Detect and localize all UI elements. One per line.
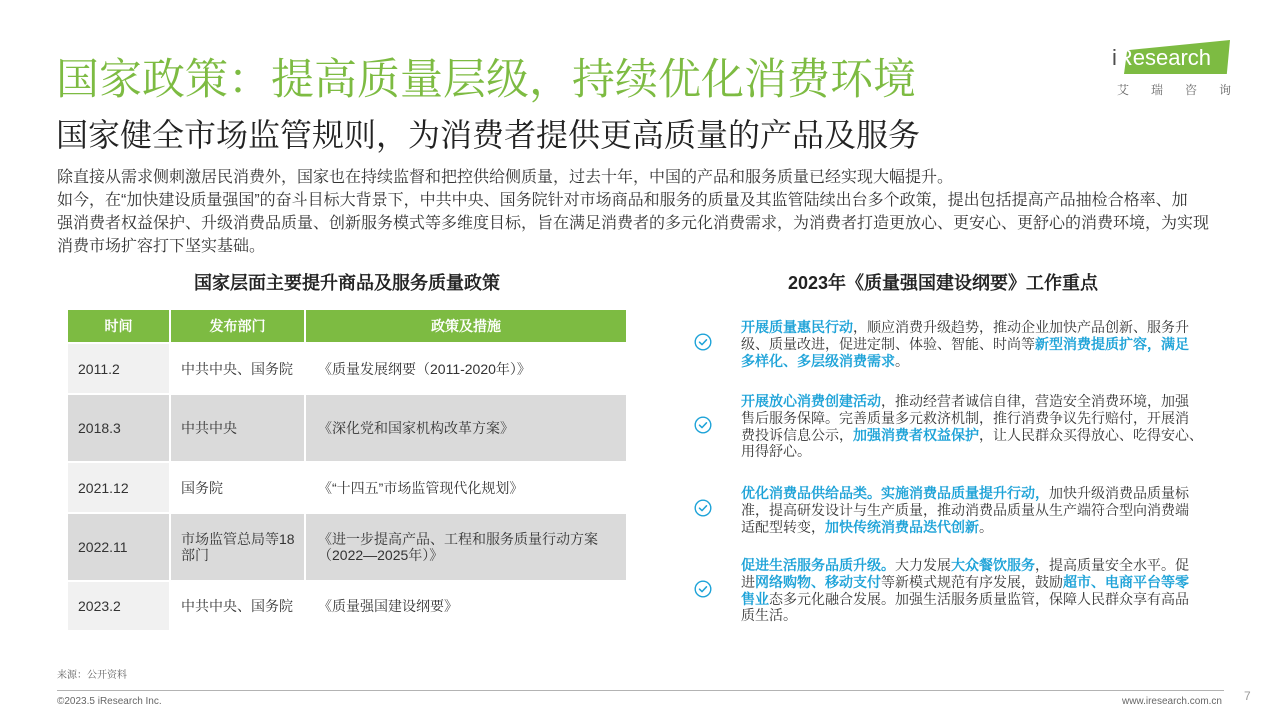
copyright-text: ©2023.5 iResearch Inc.	[57, 696, 162, 707]
policy-time-cell: 2022.11	[68, 514, 169, 580]
focus-text-line	[741, 607, 1210, 624]
highlight-text: 优化消费品供给品类。实施消费品质量提升行动，	[741, 485, 1049, 501]
focus-text-line	[741, 393, 1210, 410]
policy-department-cell: 中共中央	[171, 395, 304, 461]
policy-department-cell: 市场监管总局等18部门	[171, 514, 304, 580]
column-header-department: 发布部门	[171, 310, 304, 342]
intro-line: 强消费者权益保护、升级消费品质量、创新服务模式等多维度目标，旨在满足消费者的多元化消费需求，为消费者打造更放心、更安心、更舒心的消费环境，为实现	[57, 215, 1210, 232]
highlight-text: 新型消费提质扩容，满足	[1035, 335, 1189, 352]
policy-name-cell: 《质量发展纲要（2011-2020年）》	[306, 344, 626, 393]
focus-list-heading: 2023年《质量强国建设纲要》工作重点	[787, 273, 1099, 293]
body-text: 质生活。	[741, 607, 797, 624]
policy-name-cell: 《进一步提高产品、工程和服务质量行动方案（2022—2025年）》	[306, 514, 626, 580]
focus-text-line	[741, 591, 1210, 608]
focus-text-line	[741, 353, 1210, 370]
body-text: 准，提高研发设计与生产质量，推动消费品质量从生产端符合型向消费端	[741, 501, 1189, 518]
focus-text-line	[741, 485, 1210, 502]
check-circle-icon	[694, 333, 712, 351]
highlight-text: 加强消费者权益保护	[853, 426, 979, 443]
focus-item	[690, 557, 1210, 624]
policy-table-heading: 国家层面主要提升商品及服务质量政策	[194, 273, 500, 293]
body-text: 费投诉信息公示，	[741, 426, 853, 443]
focus-text-line	[741, 336, 1210, 353]
body-text: 态多元化融合发展。加强生活服务质量监管，保障人民群众享有高品	[769, 590, 1189, 607]
policy-department-cell: 中共中央、国务院	[171, 344, 304, 393]
focus-item	[690, 393, 1210, 460]
body-text: 。	[895, 352, 909, 369]
focus-text-line	[741, 443, 1210, 460]
body-text: ，提高质量安全水平。促	[1035, 557, 1189, 573]
policy-table-header-row	[68, 310, 626, 342]
check-circle-icon	[694, 416, 712, 434]
highlight-text: 开展放心消费创建活动	[741, 393, 881, 409]
highlight-text: 促进生活服务品质升级。	[741, 557, 895, 573]
page-title: 国家政策：提高质量层级，持续优化消费环境	[56, 56, 916, 104]
focus-item	[690, 485, 1210, 535]
column-header-policy: 政策及措施	[306, 310, 626, 342]
policy-table-row	[68, 344, 626, 393]
body-text: ，顺应消费升级趋势，推动企业加快产品创新、服务升	[853, 319, 1189, 335]
policy-time-cell: 2023.2	[68, 582, 169, 630]
body-text: ，推动经营者诚信自律，营造安全消费环境，加强	[881, 393, 1189, 409]
website-text: www.iresearch.com.cn	[1121, 696, 1222, 707]
body-text: 级、质量改进，促进定制、体验、智能、时尚等	[741, 335, 1035, 352]
policy-department-cell: 中共中央、国务院	[171, 582, 304, 630]
body-text: 加快升级消费品质量标	[1049, 485, 1189, 501]
focus-item-text	[741, 557, 1210, 624]
body-text: 售后服务保障。完善质量多元救济机制，推行消费争议先行赔付，开展消	[741, 409, 1189, 426]
policy-time-cell: 2011.2	[68, 344, 169, 393]
source-note: 来源：公开资料	[57, 670, 127, 681]
intro-line: 如今，在“加快建设质量强国”的奋斗目标大背景下，中共中央、国务院针对市场商品和服务的质量及其监管陆续出台多个政策，提出包括提高产品抽检合格率、加	[57, 192, 1188, 209]
body-text: ，让人民群众买得放心、吃得安心、	[979, 426, 1203, 443]
focus-item	[690, 319, 1210, 369]
focus-text-line	[741, 574, 1210, 591]
policy-name-cell: 《“十四五”市场监管现代化规划》	[306, 463, 626, 512]
page-number: 7	[1244, 689, 1251, 703]
policy-name-cell: 《深化党和国家机构改革方案》	[306, 395, 626, 461]
page-subtitle: 国家健全市场监管规则，为消费者提供更高质量的产品及服务	[56, 117, 921, 153]
body-text: 进	[741, 573, 755, 590]
body-text: 。	[979, 518, 993, 535]
body-text: 大力发展	[895, 557, 951, 573]
highlight-text: 加快传统消费品迭代创新	[825, 518, 979, 535]
policy-table-row	[68, 395, 626, 461]
footer-divider	[57, 690, 1224, 691]
highlight-text: 网络购物、移动支付	[755, 573, 881, 590]
intro-line: 消费市场扩容打下坚实基础。	[57, 238, 266, 255]
body-text: 适配型转变，	[741, 518, 825, 535]
focus-item-text	[741, 393, 1210, 460]
policy-time-cell: 2021.12	[68, 463, 169, 512]
policy-name-cell: 《质量强国建设纲要》	[306, 582, 626, 630]
brand-logo-chinese: 艾瑞咨询	[1117, 83, 1254, 97]
focus-text-line	[741, 502, 1210, 519]
intro-paragraph	[57, 166, 1209, 258]
focus-item-text	[741, 319, 1210, 369]
column-header-time: 时间	[68, 310, 169, 342]
highlight-text: 超市、电商平台等零	[1063, 573, 1189, 590]
policy-department-cell: 国务院	[171, 463, 304, 512]
highlight-text: 多样化、多层级消费需求	[741, 352, 895, 369]
focus-text-line	[741, 519, 1210, 536]
policy-table-row	[68, 514, 626, 580]
policy-time-cell: 2018.3	[68, 395, 169, 461]
intro-line: 除直接从需求侧刺激居民消费外，国家也在持续监督和把控供给侧质量，过去十年，中国的产品和服务质量已经实现大幅提升。	[57, 169, 954, 186]
focus-text-line	[741, 319, 1210, 336]
highlight-text: 开展质量惠民行动	[741, 319, 853, 335]
highlight-text: 大众餐饮服务	[951, 557, 1035, 573]
policy-table-row	[68, 463, 626, 512]
check-circle-icon	[694, 499, 712, 517]
body-text: 用得舒心。	[741, 443, 811, 460]
body-text: 等新模式规范有序发展，鼓励	[881, 573, 1063, 590]
policy-table	[68, 310, 626, 632]
focus-text-line	[741, 557, 1210, 574]
policy-table-row	[68, 582, 626, 630]
check-circle-icon	[694, 580, 712, 598]
focus-text-line	[741, 427, 1210, 444]
focus-item-text	[741, 485, 1210, 535]
highlight-text: 售业	[741, 590, 769, 607]
focus-text-line	[741, 410, 1210, 427]
brand-logo: iResearch	[1112, 45, 1212, 70]
